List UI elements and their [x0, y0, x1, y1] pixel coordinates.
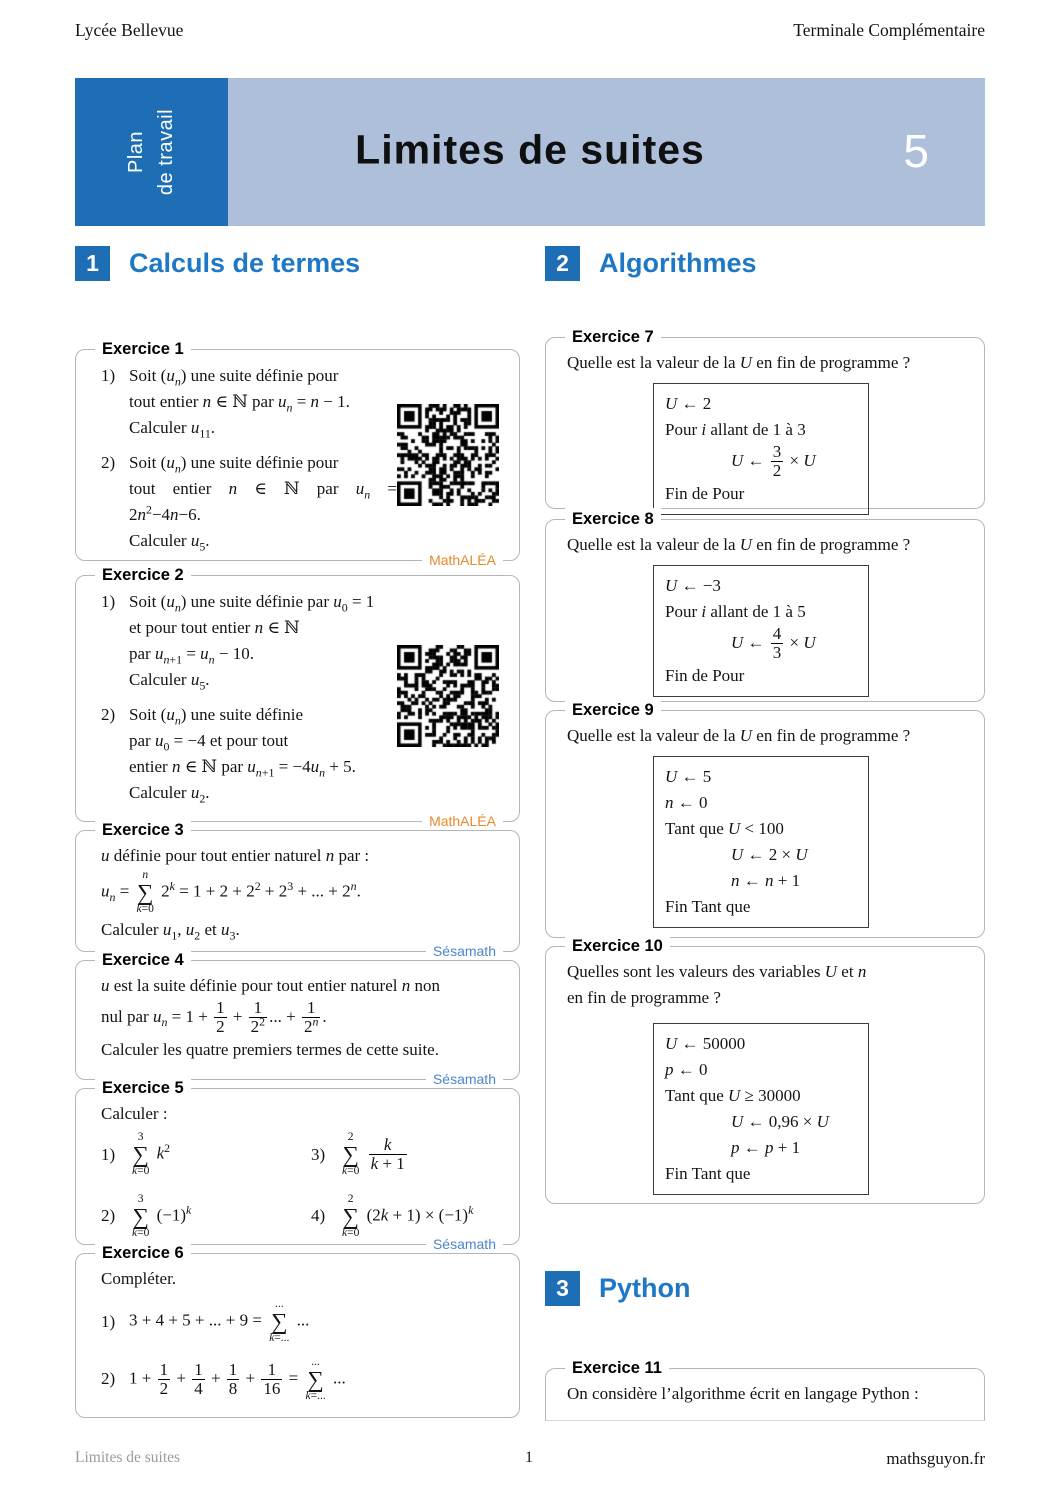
math-line: 3 ∑ k=0 $k^2$: [132, 1131, 171, 1178]
math-line: et pour tout entier n ∈ ℕ: [129, 618, 300, 637]
exercise-item: [101, 1356, 505, 1404]
item-label: 3): [311, 1144, 326, 1164]
algo-line: Pour i allant de 1 à 5: [665, 602, 806, 621]
math-line: entier n ∈ ℕ par $u_{n+1} = -4u_n + 5$.: [129, 757, 356, 780]
algo-line: U ← 5: [665, 767, 712, 786]
chapter-title: Limites de suites: [355, 126, 705, 173]
algo-line: U ← 2: [665, 394, 712, 413]
page-number: 1: [525, 1449, 533, 1466]
question-text: Quelles sont les valeurs des variables U et n: [567, 962, 867, 981]
exercise-title: Exercice 7: [565, 326, 661, 349]
question-text: Quelle est la valeur de la U en fin de programme ?: [567, 353, 911, 372]
math-line: Soit $(u_n)$ une suite définie: [129, 705, 304, 728]
algo-line: U ← $\frac{3}{2}$ × U: [731, 442, 816, 481]
algo-line: U ← 50000: [665, 1034, 746, 1053]
exercise-11-box: [545, 1359, 985, 1421]
exercise-9-box: [545, 701, 985, 938]
math-line: 3 + 4 + 5 + ... + 9 = ... ∑ k=... ...: [129, 1298, 310, 1345]
algorithm-box: [653, 383, 869, 515]
math-line: Soit $(u_n)$ une suite définie pour: [129, 453, 339, 476]
section-calculs-de-termes: [75, 246, 360, 281]
algorithm-box: [653, 565, 869, 697]
chapter-banner: [75, 78, 985, 226]
item-label: 4): [311, 1206, 326, 1226]
exercise-4-box: [75, 951, 520, 1087]
algo-line: U ← 2 × U: [731, 845, 808, 864]
math-line: 1 + $\frac{1}{2}$ + $\frac{1}{4}$ + $\frac{1}{8}$ + $\frac{1}{16}$ = ... ∑ k=... ...: [129, 1355, 346, 1402]
algo-line: U ← −3: [665, 576, 721, 595]
math-line: Calculer $u_5$.: [129, 670, 210, 693]
item-label: 2): [101, 1206, 116, 1226]
algo-line: Fin Tant que: [665, 897, 751, 916]
source-label: MathALÉA: [422, 550, 503, 571]
item-label: 2): [101, 1369, 116, 1389]
math-line: par $u_0 = -4$ et pour tout: [129, 731, 289, 754]
source-label: Sésamath: [426, 1069, 503, 1090]
sum-list: [101, 1131, 505, 1240]
question-text: Quelle est la valeur de la U en fin de programme ?: [567, 726, 911, 745]
item-label: 2): [101, 453, 116, 472]
section-number-badge: 3: [545, 1271, 580, 1306]
section-number-badge: 2: [545, 246, 580, 281]
algo-line: Fin de Pour: [665, 665, 745, 685]
item-label: 2): [101, 705, 116, 724]
algo-line: p ← 0: [665, 1060, 708, 1079]
exercise-8-box: [545, 510, 985, 702]
math-line: Soit $(u_n)$ une suite définie pour: [129, 366, 339, 389]
math-line: Calculer $u_2$.: [129, 783, 210, 806]
algorithm-box: [653, 1023, 869, 1195]
math-line: u définie pour tout entier naturel n par :: [101, 846, 370, 865]
question-text: On considère l’algorithme écrit en langage Python :: [567, 1384, 919, 1403]
exercise-item: [101, 702, 505, 806]
section-algorithmes: [545, 246, 757, 281]
math-line: Calculer $u_{11}$.: [129, 418, 216, 441]
algorithm-box: [653, 756, 869, 928]
section-title: Calculs de termes: [129, 248, 361, 278]
math-line: Calculer $u_1$, $u_2$ et $u_3$.: [101, 919, 240, 942]
algo-line: n ← n + 1: [731, 871, 801, 890]
plan-de-travail-label: Plan de travail: [125, 108, 178, 196]
algo-line: n ← 0: [665, 793, 708, 812]
exercise-item: [101, 363, 505, 441]
math-line: nul par $u_n = 1$ + $\frac{1}{2}$ + $\frac{1}{2^2}$ ... + $\frac{1}{2^n}$ .: [101, 998, 327, 1037]
section-python: [545, 1271, 691, 1306]
source-label: Sésamath: [426, 941, 503, 962]
exercise-item: [101, 1298, 505, 1346]
item-label: 1): [101, 1311, 116, 1331]
footer-chapter: Limites de suites: [75, 1449, 181, 1466]
exercise-title: Exercice 6: [95, 1242, 191, 1265]
math-line: tout entier n ∈ ℕ par $u_n = n - 1$.: [129, 392, 350, 415]
exercise-item: [101, 1131, 311, 1179]
exercise-title: Exercice 3: [95, 819, 191, 842]
exercise-title: Exercice 11: [565, 1357, 669, 1380]
math-line: par $u_{n+1} = u_n - 10$.: [129, 644, 254, 667]
math-line: 2 ∑ k=0 $\frac{k}{k + 1}$: [342, 1131, 405, 1178]
exercise-title: Exercice 2: [95, 564, 191, 587]
exercise-item: [101, 1193, 311, 1241]
algo-line: Pour i allant de 1 à 3: [665, 420, 806, 439]
math-line: Soit $(u_n)$ une suite définie par $u_0 = 1$: [129, 592, 375, 615]
exercise-10-box: [545, 937, 985, 1204]
exercise-item: [311, 1131, 505, 1179]
math-line: Calculer $u_5$.: [129, 531, 210, 554]
exercise-7-box: [545, 328, 985, 509]
math-line: u est la suite définie pour tout entier naturel n non: [101, 976, 440, 995]
exercise-5-box: [75, 1079, 520, 1252]
math-line: $u_n$ = n ∑ k=0 $2^k = 1 + 2 + 2^2 + 2^3$ + ... + $2^n$.: [101, 869, 361, 916]
question-text: en fin de programme ?: [567, 988, 721, 1007]
math-line: 2 ∑ k=0 $(2k + 1) \times (-1)^k$: [342, 1192, 474, 1239]
exercise-title: Exercice 8: [565, 508, 661, 531]
math-line: 3 ∑ k=0 $(-1)^k$: [132, 1192, 192, 1239]
section-title: Algorithmes: [599, 248, 757, 278]
math-line: Calculer les quatre premiers termes de cette suite.: [101, 1039, 439, 1059]
exercise-title: Exercice 9: [565, 699, 661, 722]
item-label: 1): [101, 1144, 116, 1164]
math-line: Compléter.: [101, 1269, 177, 1288]
exercise-1-box: [75, 340, 520, 568]
exercise-title: Exercice 5: [95, 1077, 191, 1100]
exercise-title: Exercice 4: [95, 949, 191, 972]
algo-line: Tant que U < 100: [665, 819, 784, 838]
algo-line: Fin Tant que: [665, 1164, 751, 1183]
header-school: Lycée Bellevue: [75, 20, 184, 40]
algo-line: Fin de Pour: [665, 483, 745, 503]
question-text: Quelle est la valeur de la U en fin de programme ?: [567, 535, 911, 554]
source-label: Sésamath: [426, 1234, 503, 1255]
exercise-title: Exercice 1: [95, 338, 191, 361]
exercise-title: Exercice 10: [565, 935, 670, 958]
section-title: Python: [599, 1273, 691, 1303]
math-line: tout entier n ∈ ℕ par $u_n$ =: [129, 479, 397, 502]
exercise-2-box: [75, 566, 520, 829]
math-line: Calculer :: [101, 1104, 168, 1123]
header-level: Terminale Complémentaire: [793, 20, 985, 40]
math-line: $2n^2-4n-6$.: [129, 502, 201, 524]
algo-line: Tant que U ≥ 30000: [665, 1086, 801, 1105]
algo-line: p ← p + 1: [731, 1138, 801, 1157]
chapter-number: 5: [903, 124, 929, 177]
item-label: 1): [101, 592, 116, 611]
source-label: MathALÉA: [422, 811, 503, 832]
algo-line: U ← $\frac{4}{3}$ × U: [731, 624, 816, 663]
section-number-badge: 1: [75, 246, 110, 281]
footer-website: mathsguyon.fr: [886, 1449, 985, 1468]
exercise-item: [101, 589, 505, 693]
algo-line: U ← 0,96 × U: [731, 1112, 829, 1131]
item-label: 1): [101, 366, 116, 385]
exercise-item: [101, 450, 505, 554]
